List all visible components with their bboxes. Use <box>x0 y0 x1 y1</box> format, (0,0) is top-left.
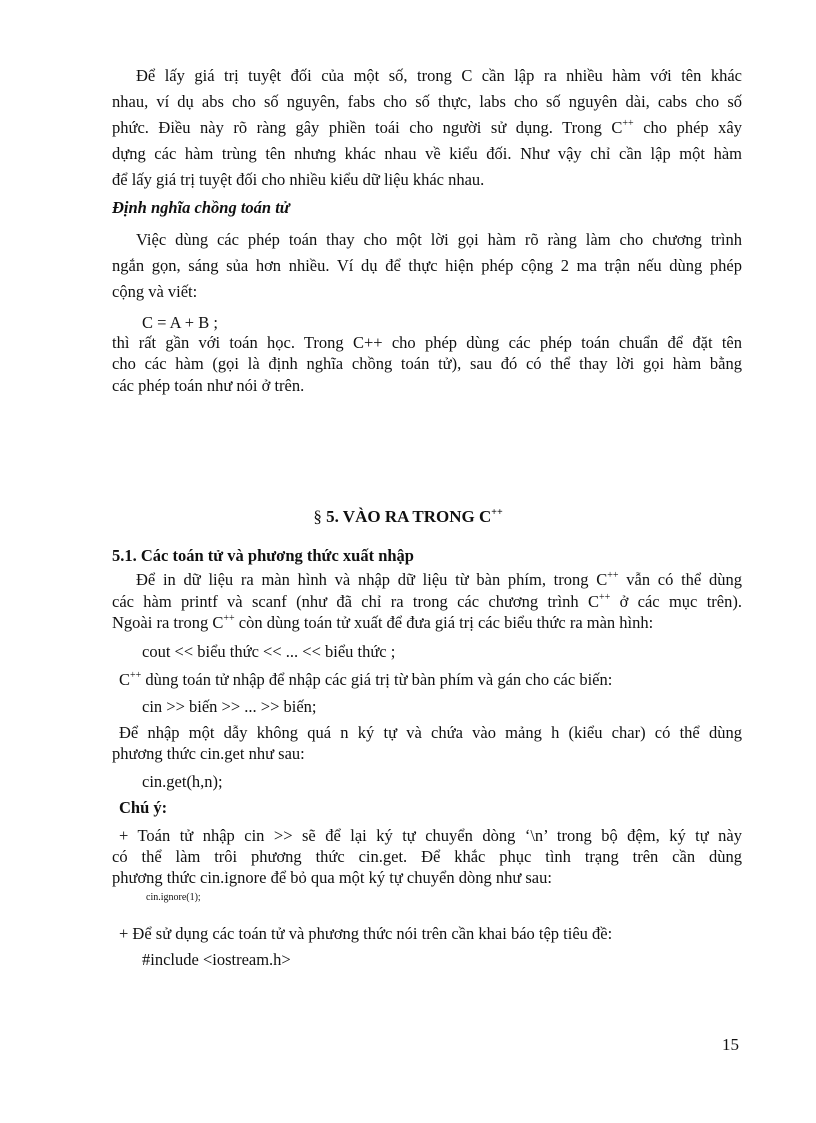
page-number: 15 <box>722 1035 739 1054</box>
text-line: Việc dùng các phép toán thay cho một lời gọi hàm rõ ràng làm cho chương trình <box>136 230 742 249</box>
section-title <box>0 507 816 527</box>
section-title-text: 5. VÀO RA TRONG C <box>321 507 492 526</box>
text-span: phức. Điều này rõ ràng gây phiền toái cho người sử dụng. Trong C <box>112 118 623 137</box>
text-span: vẫn có thể dùng <box>618 570 742 589</box>
text-line <box>112 613 653 633</box>
superscript: ++ <box>622 118 634 129</box>
text-line: cho các hàm (gọi là định nghĩa chồng toán tử), sau đó có thể thay lời gọi hàm bằng <box>112 354 742 373</box>
superscript: ++ <box>598 592 611 603</box>
text-line: phương thức cin.get như sau: <box>112 744 305 763</box>
text-line: nhau, ví dụ abs cho số nguyên, fabs cho số thực, labs cho số nguyên dài, cabs cho số <box>112 92 742 111</box>
text-span: các hàm printf và scanf (như đã chỉ ra trong các chương trình C <box>112 592 599 611</box>
superscript: ++ <box>607 570 619 581</box>
text-line: các phép toán như nói ở trên. <box>112 376 305 395</box>
text-span: Ngoài ra trong C <box>112 613 224 632</box>
text-line <box>119 670 612 690</box>
text-line: dựng các hàm trùng tên nhưng khác nhau về kiểu đối. Như vậy chỉ cần lập một hàm <box>112 144 742 163</box>
text-line <box>136 570 742 590</box>
text-line: thì rất gần với toán học. Trong C++ cho phép dùng các phép toán chuẩn để đặt tên <box>112 333 742 352</box>
text-line <box>112 592 742 612</box>
text-line <box>112 118 742 138</box>
text-line: ngắn gọn, sáng sủa hơn nhiều. Ví dụ để thực hiện phép cộng 2 ma trận nếu dùng phép <box>112 256 742 275</box>
text-span: Để in dữ liệu ra màn hình và nhập dữ liệu từ bàn phím, trong C <box>136 570 608 589</box>
heading-operator-overloading: Định nghĩa chồng toán tử <box>112 198 290 217</box>
code-cin-ignore: cin.ignore(1); <box>146 892 201 903</box>
text-span: còn dùng toán tử xuất để đưa giá trị các biểu thức ra màn hình: <box>234 613 654 632</box>
text-line: cộng và viết: <box>112 282 198 301</box>
code-include: #include <iostream.h> <box>142 950 291 969</box>
text-span: ở các mục trên). <box>610 592 742 611</box>
code-cin: cin >> biến >> ... >> biến; <box>142 697 317 716</box>
code-sum: C = A + B ; <box>142 313 218 332</box>
subsection-title: 5.1. Các toán tử và phương thức xuất nhập <box>112 546 414 565</box>
section-sign: § <box>313 507 322 526</box>
text-span: cho phép xây <box>633 118 742 137</box>
text-line: để lấy giá trị tuyệt đối cho nhiều kiểu dữ liệu khác nhau. <box>112 170 485 189</box>
text-line: có thể làm trôi phương thức cin.get. Để khắc phục tình trạng trên cần dùng <box>112 847 742 866</box>
code-cout: cout << biểu thức << ... << biểu thức ; <box>142 642 396 661</box>
note-title: Chú ý: <box>119 798 168 817</box>
text-span: dùng toán tử nhập để nhập các giá trị từ bàn phím và gán cho các biến: <box>141 670 613 689</box>
superscript: ++ <box>491 507 503 518</box>
text-line: Để lấy giá trị tuyệt đối của một số, trong C cần lập ra nhiều hàm với tên khác <box>136 66 742 85</box>
superscript: ++ <box>130 670 142 681</box>
code-cin-get: cin.get(h,n); <box>142 772 223 791</box>
text-span: C <box>119 670 131 689</box>
superscript: ++ <box>223 613 235 624</box>
text-line: Để nhập một dẫy không quá n ký tự và chứa vào mảng h (kiểu char) có thể dùng <box>119 723 742 742</box>
text-line: + Toán tử nhập cin >> sẽ để lại ký tự chuyển dòng ‘\n’ trong bộ đệm, ký tự này <box>119 826 742 845</box>
text-line: + Để sử dụng các toán tử và phương thức nói trên cần khai báo tệp tiêu đề: <box>119 924 613 943</box>
text-line: phương thức cin.ignore để bỏ qua một ký tự chuyển dòng như sau: <box>112 868 552 887</box>
